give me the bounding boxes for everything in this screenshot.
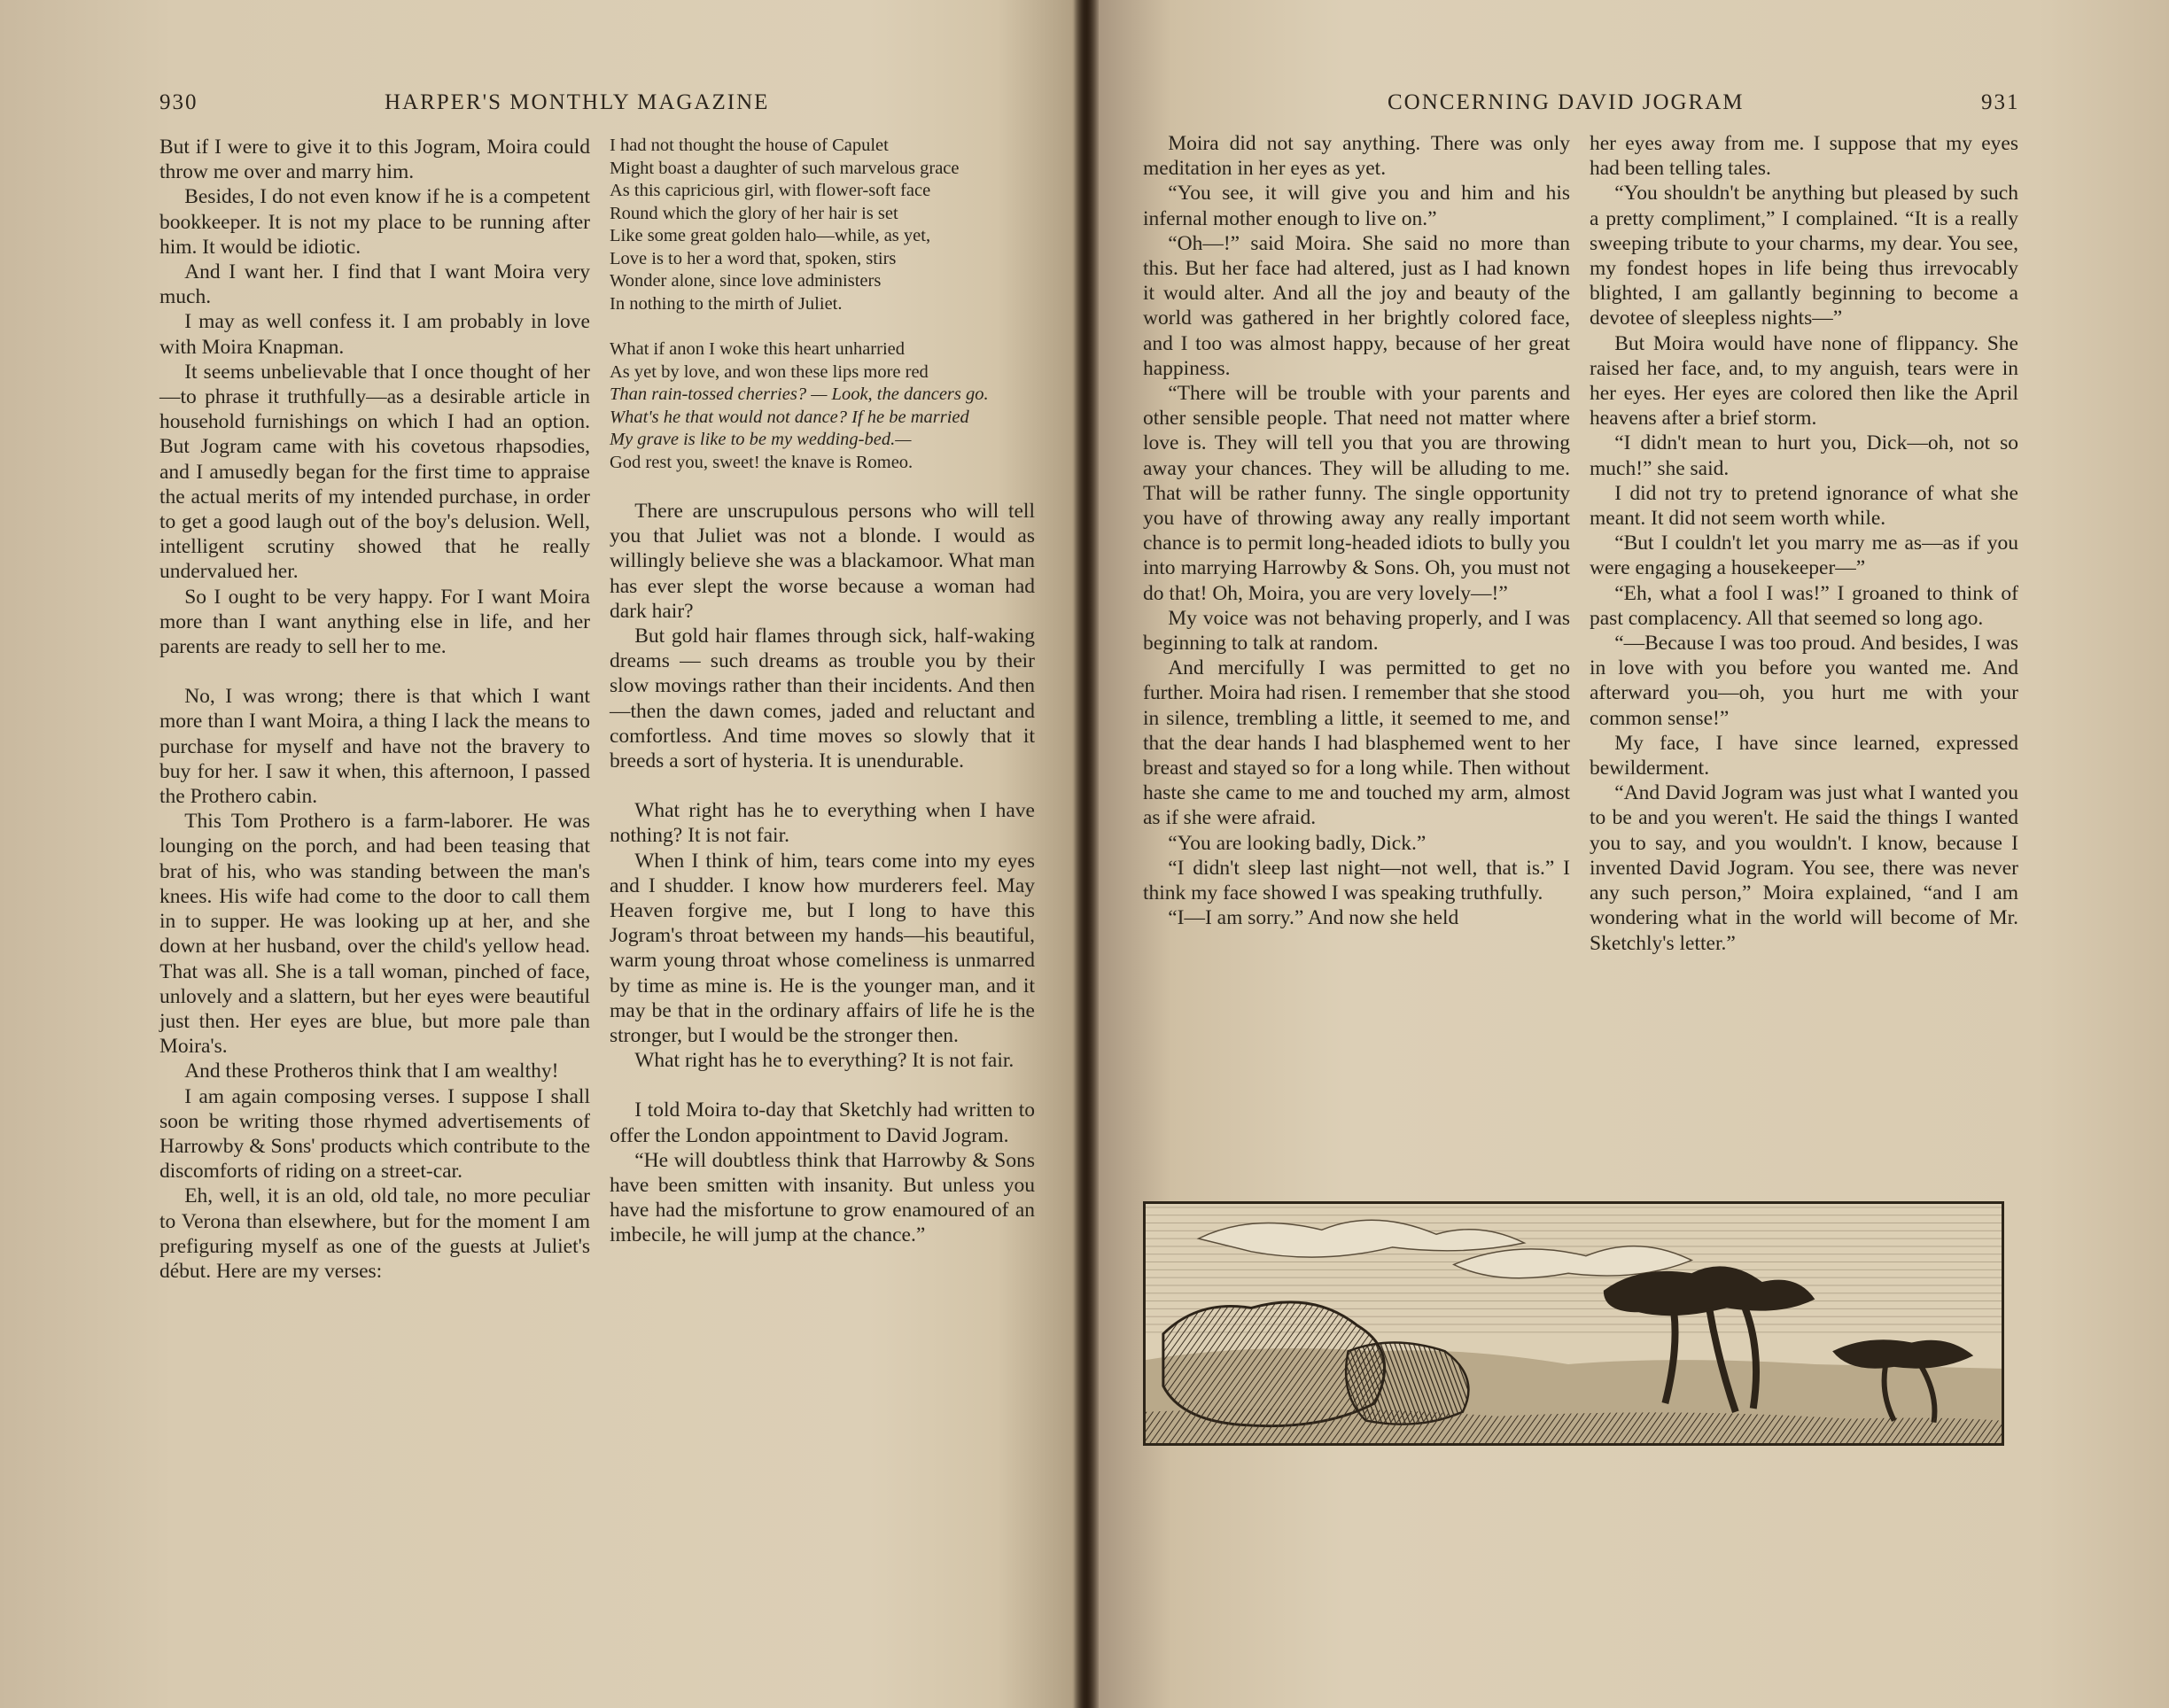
paragraph: There are unscrupulous persons who will tell you that Juliet was not a blonde. I would as willingly believe she was a blackamoor. What man has ever slept the worse because a woman had dark hair? bbox=[610, 500, 1035, 623]
paragraph: And mercifully I was permitted to get no further. Moira had risen. I remember that she stood in silence, trembling a little, it seemed to me, and that the dear hands I had blasphemed went to her breast and stayed so for a long while. Then without haste she came to me and touched my arm, almost as if she were afraid. bbox=[1143, 656, 1570, 830]
right-column-2 bbox=[1590, 131, 2018, 956]
paragraph: So I ought to be very happy. For I want Moira more than I want anything else in life, and her parents are ready to sell her to me. bbox=[159, 585, 590, 659]
verse-line: As yet by love, and won these lips more red bbox=[610, 361, 929, 382]
paragraph: “I—I am sorry.” And now she held bbox=[1168, 906, 1459, 930]
left-page bbox=[0, 0, 1083, 1708]
paragraph: My face, I have since learned, expressed bewilderment. bbox=[1590, 731, 2018, 780]
verse-line: Round which the glory of her hair is set bbox=[610, 203, 898, 223]
paragraph: “You are looking badly, Dick.” bbox=[1168, 831, 1427, 855]
left-column-1 bbox=[159, 135, 590, 1284]
running-head-left: HARPER'S MONTHLY MAGAZINE bbox=[385, 90, 770, 114]
verse-line: My grave is like to be my wedding-bed.— bbox=[610, 430, 912, 449]
paragraph: “—Because I was too proud. And besides, I was in love with you before you wanted me. And afterward you—oh, you hurt me with your common sense!” bbox=[1590, 632, 2018, 730]
paragraph: But gold hair flames through sick, half-waking dreams — such dreams as trouble you by their slow movings rather than their incidents. And then—then the dawn comes, jaded and reluctant and comfortless. And time moves so slowly that it breeds a sort of hysteria. It is unendurable. bbox=[610, 625, 1035, 773]
paragraph: “Eh, what a fool I was!” I groaned to think of past complacency. All that seemed so long ago. bbox=[1590, 581, 2018, 630]
left-column-2 bbox=[610, 135, 1035, 1248]
page-number-left: 930 bbox=[159, 90, 198, 114]
paragraph: But if I were to give it to this Jogram, Moira could throw me over and marry him. bbox=[159, 136, 590, 184]
verse-line: I had not thought the house of Capulet bbox=[610, 136, 889, 155]
verse-line: In nothing to the mirth of Juliet. bbox=[610, 293, 843, 314]
page-number-right: 931 bbox=[1981, 90, 2020, 114]
paragraph: This Tom Prothero is a farm-laborer. He was lounging on the porch, and had been teasing that brat of his, who was standing between the man's knees. His wife had come to the door to call them in to supper. He was looking up at her, and she down at her husband, over the child's yellow head. That was all. She is a tall woman, pinched of face, unlovely and a slattern, but her eyes were beautiful just then. Her eyes are blue, but more pale than Moira's. bbox=[159, 810, 590, 1059]
paragraph: “He will doubtless think that Harrowby & Sons have been smitten with insanity. But unless you have had the misfortune to grow enamoured of an imbecile, he will jump at the chance.” bbox=[610, 1148, 1035, 1247]
paragraph: “There will be trouble with your parents and other sensible people. That need not matter where love is. They will tell you that you are throwing away your chances. They will be alluding to me. That will be rather funny. The single opportunity you have of throwing away any really important chance is to permit long-headed idiots to bully you into marrying Harrowby & Sons. Oh, you must not do that! Oh, Moira, you are very lovely—!” bbox=[1143, 382, 1570, 605]
paragraph: And these Protheros think that I am wealthy! bbox=[184, 1060, 559, 1083]
running-head-right: CONCERNING DAVID JOGRAM bbox=[1388, 90, 1745, 114]
paragraph: And I want her. I find that I want Moira very much. bbox=[159, 260, 590, 309]
paragraph: What right has he to everything? It is not fair. bbox=[634, 1049, 1015, 1073]
paragraph: “You shouldn't be anything but pleased by such a pretty compliment,” I complained. “It is a really sweeping tribute to your charms, my dear. You see, my fondest hopes in life being thus irrevocably blighted, I am gallantly beginning to become a devotee of sleepless nights—” bbox=[1590, 182, 2018, 330]
paragraph: “I didn't sleep last night—not well, that is.” I think my face showed I was speaking truthfully. bbox=[1143, 856, 1570, 905]
paragraph: “Oh—!” said Moira. She said no more than this. But her face had altered, just as I had known it would alter. And all the joy and beauty of the world was gathered in her brightly colored face, and I too was almost happy, because of her great happiness. bbox=[1143, 231, 1570, 380]
verse-line: Like some great golden halo—while, as yet, bbox=[610, 226, 931, 245]
verse-line: What's he that would not dance? If he be married bbox=[610, 407, 969, 427]
verse-line: What if anon I woke this heart unharried bbox=[610, 339, 906, 359]
paragraph: “But I couldn't let you marry me as—as if you were engaging a housekeeper—” bbox=[1590, 532, 2018, 580]
paragraph: “You see, it will give you and him and his infernal mother enough to live on.” bbox=[1143, 182, 1570, 230]
right-page bbox=[1088, 0, 2169, 1708]
landscape-illustration bbox=[1143, 1201, 2004, 1446]
verse-line: Love is to her a word that, spoken, stirs bbox=[610, 248, 897, 268]
paragraph: When I think of him, tears come into my eyes and I shudder. I know how murderers feel. May Heaven forgive me, but I long to have this Jogram's throat between my hands—his beautiful, warm young throat whose comeliness is unmarred by time as mine is. He is the younger man, and it may be that in the ordinary affairs of life he is the stronger, but I would be the stronger then. bbox=[610, 849, 1035, 1048]
paragraph: “I didn't mean to hurt you, Dick—oh, not so much!” she said. bbox=[1590, 431, 2018, 480]
paragraph: I am again composing verses. I suppose I shall soon be writing those rhymed advertisements of Harrowby & Sons' products which contribute to the discomforts of riding on a street-car. bbox=[159, 1084, 590, 1184]
paragraph: Eh, well, it is an old, old tale, no more peculiar to Verona than elsewhere, but for the moment I am prefiguring myself as one of the guests at Juliet's début. Here are my verses: bbox=[159, 1184, 590, 1283]
paragraph: But Moira would have none of flippancy. She raised her face, and, to my anguish, tears were in her eyes. Her eyes are colored then like the April heavens after a brief storm. bbox=[1590, 331, 2018, 431]
paragraph: Besides, I do not even know if he is a competent bookkeeper. It is not my place to be running after him. It would be idiotic. bbox=[159, 185, 590, 259]
paragraph: I told Moira to-day that Sketchly had written to offer the London appointment to David Jogram. bbox=[610, 1099, 1035, 1147]
landscape-engraving bbox=[1146, 1204, 2002, 1443]
paragraph: her eyes away from me. I suppose that my eyes had been telling tales. bbox=[1590, 132, 2018, 181]
sonnet bbox=[610, 135, 1035, 474]
paragraph: What right has he to everything when I have nothing? It is not fair. bbox=[610, 799, 1035, 848]
paragraph: It seems unbelievable that I once thought of her—to phrase it truthfully—as a desirable article in household furnishings on which I had an option. But Jogram came with his covetous rhapsodies, and I amusedly began for the first time to appraise the actual merits of my intended purchase, in order to get a good laugh out of the boy's delusion. Well, intelligent scrutiny showed that he really undervalued her. bbox=[159, 360, 590, 584]
paragraph: No, I was wrong; there is that which I want more than I want Moira, a thing I lack the means to purchase for myself and have not the bravery to buy for her. I saw it when, this afternoon, I passed the Prothero cabin. bbox=[159, 685, 590, 809]
paragraph: Moira did not say anything. There was only meditation in her eyes as yet. bbox=[1143, 132, 1570, 181]
paragraph: I did not try to pretend ignorance of what she meant. It did not seem worth while. bbox=[1590, 481, 2018, 531]
paragraph: “And David Jogram was just what I wanted you to be and you weren't. He said the things I wanted you to say, and you wouldn't. I know, because I invented David Jogram. You see, there was never any such person,” Moira explained, “and I am wondering what in the world will become of Mr. Sketchly's letter.” bbox=[1590, 781, 2018, 955]
verse-line: Wonder alone, since love administers bbox=[610, 271, 882, 291]
paragraph: My voice was not behaving properly, and I was beginning to talk at random. bbox=[1143, 606, 1570, 656]
verse-stanza-2 bbox=[610, 338, 1035, 474]
verse-line: God rest you, sweet! the knave is Romeo. bbox=[610, 452, 913, 472]
right-column-1 bbox=[1143, 131, 1570, 931]
verse-line: Than rain-tossed cherries? — Look, the dancers go. bbox=[610, 384, 989, 404]
verse-line: Might boast a daughter of such marvelous grace bbox=[610, 158, 960, 178]
paragraph: I may as well confess it. I am probably in love with Moira Knapman. bbox=[159, 310, 590, 359]
verse-line: As this capricious girl, with flower-soft face bbox=[610, 181, 931, 200]
